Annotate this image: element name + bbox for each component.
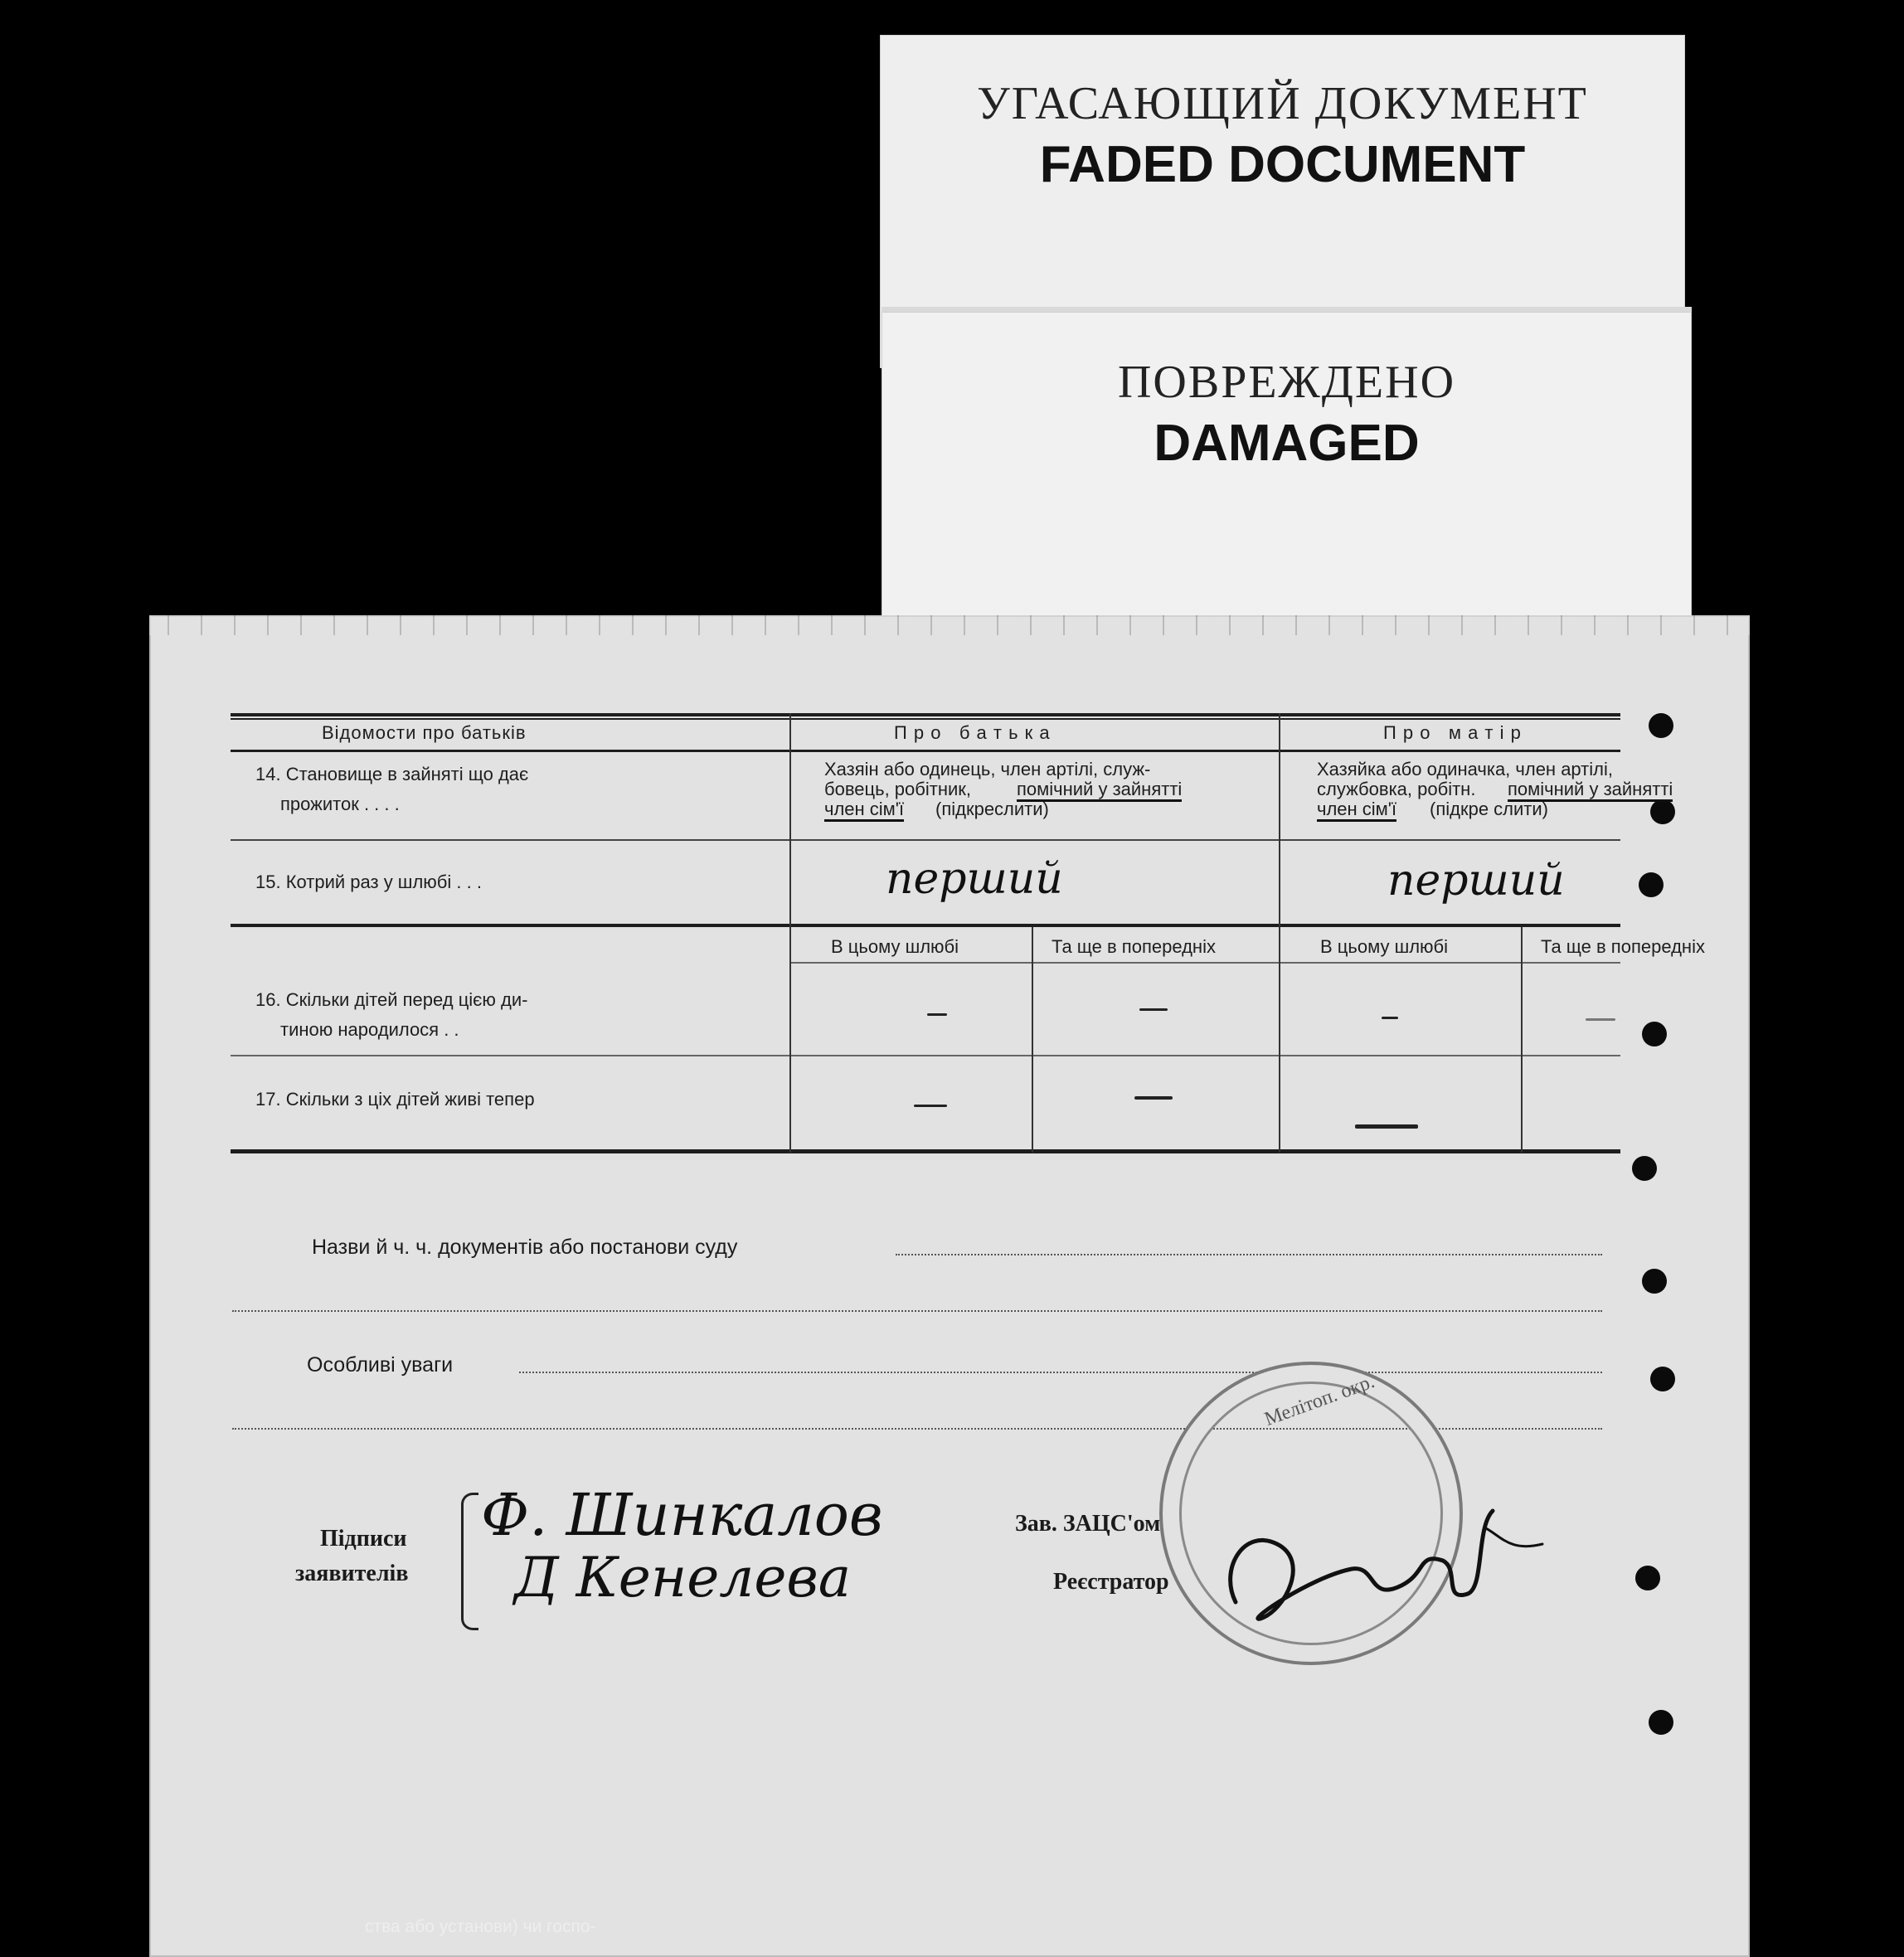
father-occupation-line2a: бовець, робітник, <box>824 779 972 799</box>
documents-fill-line-2 <box>232 1310 1602 1312</box>
signatures-label-cont: заявителів <box>295 1561 409 1586</box>
binding-hole <box>1642 1269 1667 1294</box>
faded-notice-ru: УГАСАЮЩИЙ ДОКУМЕНТ <box>977 78 1588 129</box>
dash-mark <box>927 1013 947 1016</box>
binding-hole <box>1649 1710 1673 1735</box>
mother-family-member-underlined: член сім'ї <box>1317 799 1396 822</box>
faded-notice-en: FADED DOCUMENT <box>1039 136 1526 193</box>
row17-label: 17. Скільки з ціх дітей живі тепер <box>255 1089 535 1110</box>
mother-underline-note: (підкре слити) <box>1430 799 1548 819</box>
header-parents-info: Відомости про батьків <box>322 722 527 743</box>
document-page <box>149 615 1750 1957</box>
subheader-previous-father: Та ще в попередніх <box>1052 936 1216 957</box>
registrar-signature <box>1211 1478 1559 1635</box>
header-about-father: П р о б а т ь к а <box>894 722 1051 743</box>
mother-occupation-line1: Хазяйка або одиначка, член артілі, <box>1317 759 1613 779</box>
binding-hole <box>1650 799 1675 824</box>
mother-marriage-count-handwritten: перший <box>1387 856 1565 906</box>
binding-hole <box>1639 872 1664 897</box>
signatures-label: Підписи <box>320 1526 407 1552</box>
remarks-fill-line <box>519 1372 1602 1373</box>
stamp-text: Мелітоп. окр. <box>1261 1371 1378 1431</box>
applicant-signature-1: Ф. Шинкалов <box>481 1481 883 1549</box>
damaged-notice-ru: ПОВРЕЖДЕНО <box>1117 357 1456 408</box>
binding-hole <box>1650 1367 1675 1391</box>
head-zags-label: Зав. ЗАЦС'ом <box>1015 1511 1161 1537</box>
dash-mark <box>1382 1017 1398 1019</box>
registrar-label: Реєстратор <box>1053 1569 1169 1595</box>
mother-occupation-underlined: помічний у зайнятті <box>1508 779 1673 802</box>
subheader-previous-mother: Та ще в попередніх <box>1541 936 1705 957</box>
father-marriage-count-handwritten: перший <box>886 854 1063 904</box>
row15-label: 15. Котрий раз у шлюбі . . . <box>255 872 482 892</box>
binding-hole <box>1642 1022 1667 1046</box>
father-underline-note: (підкреслити) <box>935 799 1049 819</box>
bottom-fragment-text: ства або установи) чи госпо- <box>365 1917 596 1936</box>
dash-mark <box>1586 1018 1615 1021</box>
mother-occupation-line2a: службовка, робітн. <box>1317 779 1476 799</box>
documents-fill-line <box>896 1254 1602 1255</box>
row14-label: 14. Становище в зайняті що дає <box>255 764 529 784</box>
row16-label: 16. Скільки дітей перед цією ди- <box>255 989 528 1010</box>
damaged-notice-en: DAMAGED <box>1154 415 1420 472</box>
subheader-this-marriage-mother: В цьому шлюбі <box>1320 936 1449 957</box>
remarks-label: Особливі уваги <box>307 1353 454 1377</box>
dash-mark <box>1134 1096 1173 1100</box>
dash-mark <box>914 1105 947 1107</box>
torn-top-edge <box>149 615 1750 635</box>
row14-label-cont: прожиток . . . . <box>280 794 400 814</box>
header-about-mother: П р о м а т і р <box>1383 722 1522 743</box>
dash-mark <box>1139 1008 1168 1011</box>
signatures-brace <box>461 1493 478 1630</box>
father-occupation-line1: Хазяін або одинець, член артілі, служ- <box>824 759 1151 779</box>
applicant-signature-2: Д Кенелева <box>514 1546 852 1610</box>
father-occupation-underlined: помічний у зайнятті <box>1017 779 1182 802</box>
binding-hole <box>1635 1566 1660 1590</box>
dash-mark <box>1355 1124 1418 1129</box>
row16-label-cont: тиною народилося . . <box>280 1019 459 1040</box>
father-family-member-underlined: член сім'ї <box>824 799 904 822</box>
binding-hole <box>1649 713 1673 738</box>
binding-hole <box>1632 1156 1657 1181</box>
subheader-this-marriage-father: В цьому шлюбі <box>831 936 959 957</box>
documents-label: Назви й ч. ч. документів або постанови суду <box>312 1236 738 1259</box>
